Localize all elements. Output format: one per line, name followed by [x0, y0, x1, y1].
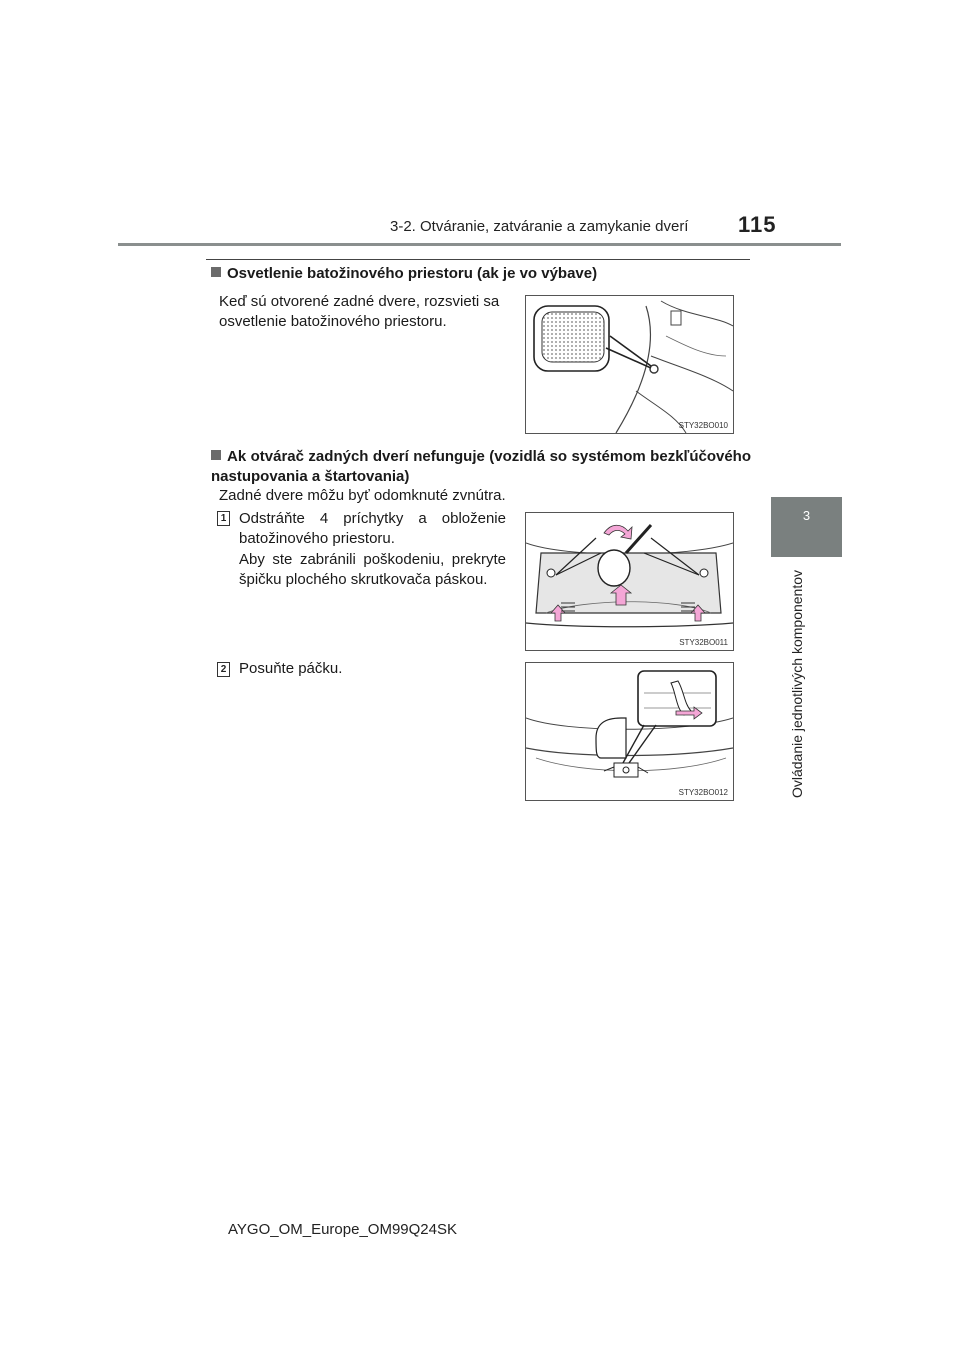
- lever-illustration: [526, 663, 733, 800]
- step-number-badge: 2: [217, 662, 230, 677]
- step-text: Odstráňte 4 príchytky a obloženie batožinového priestoru.: [239, 510, 506, 547]
- square-bullet-icon: [211, 267, 221, 277]
- chapter-title-wrapper: [785, 560, 809, 808]
- section-divider: [206, 259, 750, 260]
- square-bullet-icon: [211, 450, 221, 460]
- figure-lever: [525, 662, 734, 801]
- figure-cargo-light: [525, 295, 734, 434]
- chapter-title: Ovládanie jednotlivých komponentov: [789, 569, 805, 799]
- figure-code: STY32BO010: [678, 421, 728, 430]
- section-heading-text: Osvetlenie batožinového priestoru (ak je vo výbave): [227, 265, 598, 282]
- section-heading-text: Ak otvárač zadných dverí nefunguje (vozidlá so systémom bezkľúčového nastupovania a štartovania): [211, 448, 751, 485]
- step-number-badge: 1: [217, 511, 230, 526]
- figure-remove-clips: [525, 512, 734, 651]
- running-header: 3-2. Otváranie, zatváranie a zamykanie dverí: [390, 218, 689, 235]
- section-heading-cargo-light: [211, 265, 597, 282]
- document-footer-code: AYGO_OM_Europe_OM99Q24SK: [228, 1221, 457, 1238]
- header-divider: [118, 243, 841, 246]
- section-heading-door-opener: [211, 447, 751, 487]
- step-text: Posuňte páčku.: [239, 660, 343, 677]
- step-note: Aby ste zabránili poškodeniu, prekryte špičku plochého skrutkovača páskou.: [239, 551, 506, 588]
- page-number: 115: [738, 212, 777, 237]
- chapter-number: 3: [802, 508, 811, 523]
- figure-code: STY32BO011: [679, 638, 728, 647]
- section-body-text: Keď sú otvorené zadné dvere, rozsvieti sa osvetlenie batožinového priestoru.: [219, 293, 500, 330]
- figure-code: STY32BO012: [678, 788, 728, 797]
- cargo-light-illustration: [526, 296, 733, 433]
- chapter-tab: [771, 497, 842, 557]
- section-intro-text: Zadné dvere môžu byť odomknuté zvnútra.: [219, 487, 506, 504]
- trim-clips-illustration: [526, 513, 733, 650]
